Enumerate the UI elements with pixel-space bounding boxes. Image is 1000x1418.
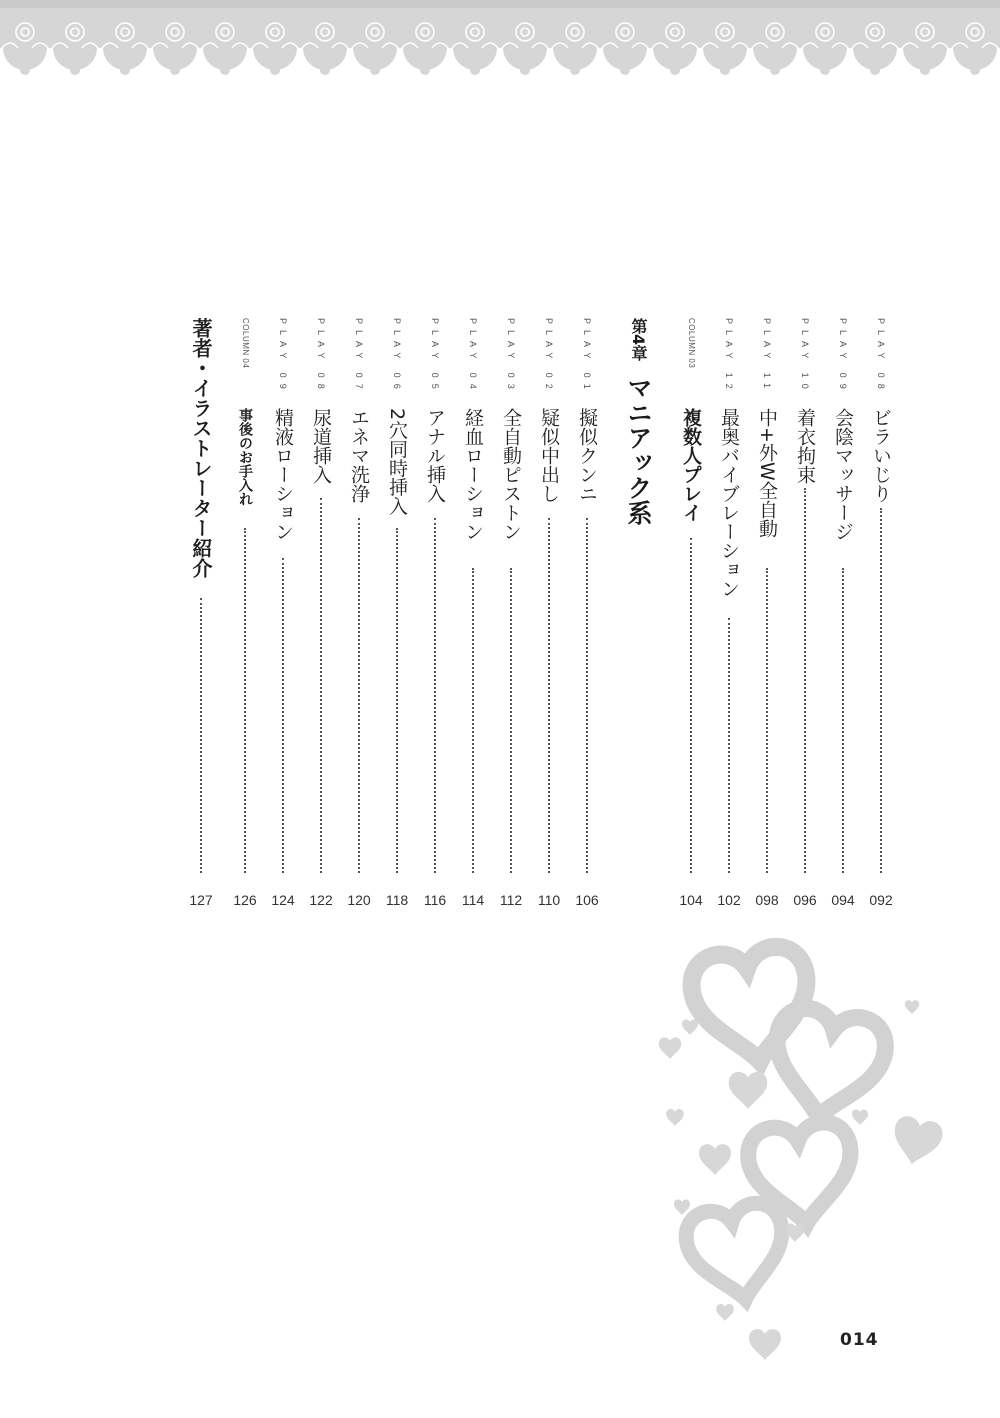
toc-entry[interactable]: [714, 318, 744, 908]
entry-title: エネマ洗浄: [348, 408, 370, 503]
entry-label: PLAY 12: [724, 318, 734, 395]
entry-label: PLAY 04: [468, 318, 478, 395]
toc-entry[interactable]: [420, 318, 450, 908]
leader-dots: [804, 488, 806, 873]
entry-label: PLAY 11: [762, 318, 772, 395]
hearts-decoration: [640, 930, 960, 1380]
entry-page: 106: [575, 892, 599, 908]
chapter-name: マニアック系: [624, 375, 653, 526]
toc-entry[interactable]: [866, 318, 896, 908]
leader-dots: [690, 538, 692, 873]
leader-dots: [244, 528, 246, 873]
entry-title: 最奥バイブレーション: [718, 408, 740, 598]
entry-page: 116: [423, 892, 447, 908]
entry-page: 102: [717, 892, 741, 908]
entry-page: 110: [537, 892, 561, 908]
entry-label: PLAY 09: [838, 318, 848, 395]
entry-page: 124: [271, 892, 295, 908]
entry-title: アナル挿入: [424, 408, 446, 503]
leader-dots: [396, 528, 398, 873]
toc-entry[interactable]: [186, 318, 216, 908]
leader-dots: [472, 568, 474, 873]
toc-entry[interactable]: [306, 318, 336, 908]
entry-page: 104: [679, 892, 703, 908]
entry-title: 2穴同時挿入: [386, 408, 408, 516]
entry-label: PLAY 06: [392, 318, 402, 395]
leader-dots: [880, 508, 882, 873]
entry-page: 120: [347, 892, 371, 908]
toc-entry[interactable]: [790, 318, 820, 908]
leader-dots: [200, 598, 202, 873]
chapter-heading: [620, 318, 656, 525]
entry-label: PLAY 03: [506, 318, 516, 395]
leader-dots: [766, 568, 768, 873]
leader-dots: [510, 568, 512, 873]
entry-label: COLUMN 03: [687, 318, 696, 369]
entry-title: 中+外W全自動: [756, 408, 778, 538]
entry-title: 尿道挿入: [310, 408, 332, 484]
entry-title: 擬似クンニ: [576, 408, 598, 503]
entry-label: PLAY 02: [544, 318, 554, 395]
toc-entry[interactable]: [230, 318, 260, 908]
entry-label: PLAY 07: [354, 318, 364, 395]
entry-title: 精液ローション: [272, 408, 294, 541]
entry-page: 092: [869, 892, 893, 908]
entry-label: PLAY 08: [876, 318, 886, 395]
leader-dots: [728, 618, 730, 873]
entry-label: PLAY 10: [800, 318, 810, 395]
entry-title: 複数人プレイ: [680, 408, 702, 522]
leader-dots: [548, 518, 550, 873]
leader-dots: [320, 498, 322, 873]
entry-title: 疑似中出し: [538, 408, 560, 503]
entry-label: PLAY 09: [278, 318, 288, 395]
entry-title: 会陰マッサージ: [832, 408, 854, 541]
toc-entry[interactable]: [268, 318, 298, 908]
entry-title: 全自動ピストン: [500, 408, 522, 541]
leader-dots: [358, 518, 360, 873]
entry-page: 114: [461, 892, 485, 908]
entry-label: PLAY 01: [582, 318, 592, 395]
leader-dots: [586, 518, 588, 873]
entry-page: 126: [233, 892, 257, 908]
leader-dots: [434, 518, 436, 873]
toc-entry[interactable]: [828, 318, 858, 908]
entry-page: 127: [189, 892, 213, 908]
entry-label: COLUMN 04: [241, 318, 250, 369]
toc-entry[interactable]: [752, 318, 782, 908]
entry-page: 112: [499, 892, 523, 908]
entry-label: PLAY 08: [316, 318, 326, 395]
page-number: 014: [840, 1330, 879, 1350]
leader-dots: [842, 568, 844, 873]
entry-title: 著者・イラストレーター紹介: [189, 318, 213, 578]
toc-entry[interactable]: [676, 318, 706, 908]
entry-title: 着衣拘束: [794, 408, 816, 484]
toc-entry[interactable]: [496, 318, 526, 908]
leader-dots: [282, 558, 284, 873]
entry-label: PLAY 05: [430, 318, 440, 395]
toc-entry[interactable]: [572, 318, 602, 908]
entry-page: 098: [755, 892, 779, 908]
entry-page: 122: [309, 892, 333, 908]
toc-entry[interactable]: [382, 318, 412, 908]
chapter-number: 第4章: [629, 318, 648, 362]
lace-border-decoration: [0, 0, 1000, 80]
entry-title: ビラいじり: [870, 408, 892, 503]
entry-page: 118: [385, 892, 409, 908]
toc-entry[interactable]: [458, 318, 488, 908]
entry-title: 経血ローション: [462, 408, 484, 541]
entry-page: 094: [831, 892, 855, 908]
entry-page: 096: [793, 892, 817, 908]
toc-entry[interactable]: [344, 318, 374, 908]
toc-entry[interactable]: [534, 318, 564, 908]
entry-title: 事後のお手入れ: [237, 408, 253, 506]
